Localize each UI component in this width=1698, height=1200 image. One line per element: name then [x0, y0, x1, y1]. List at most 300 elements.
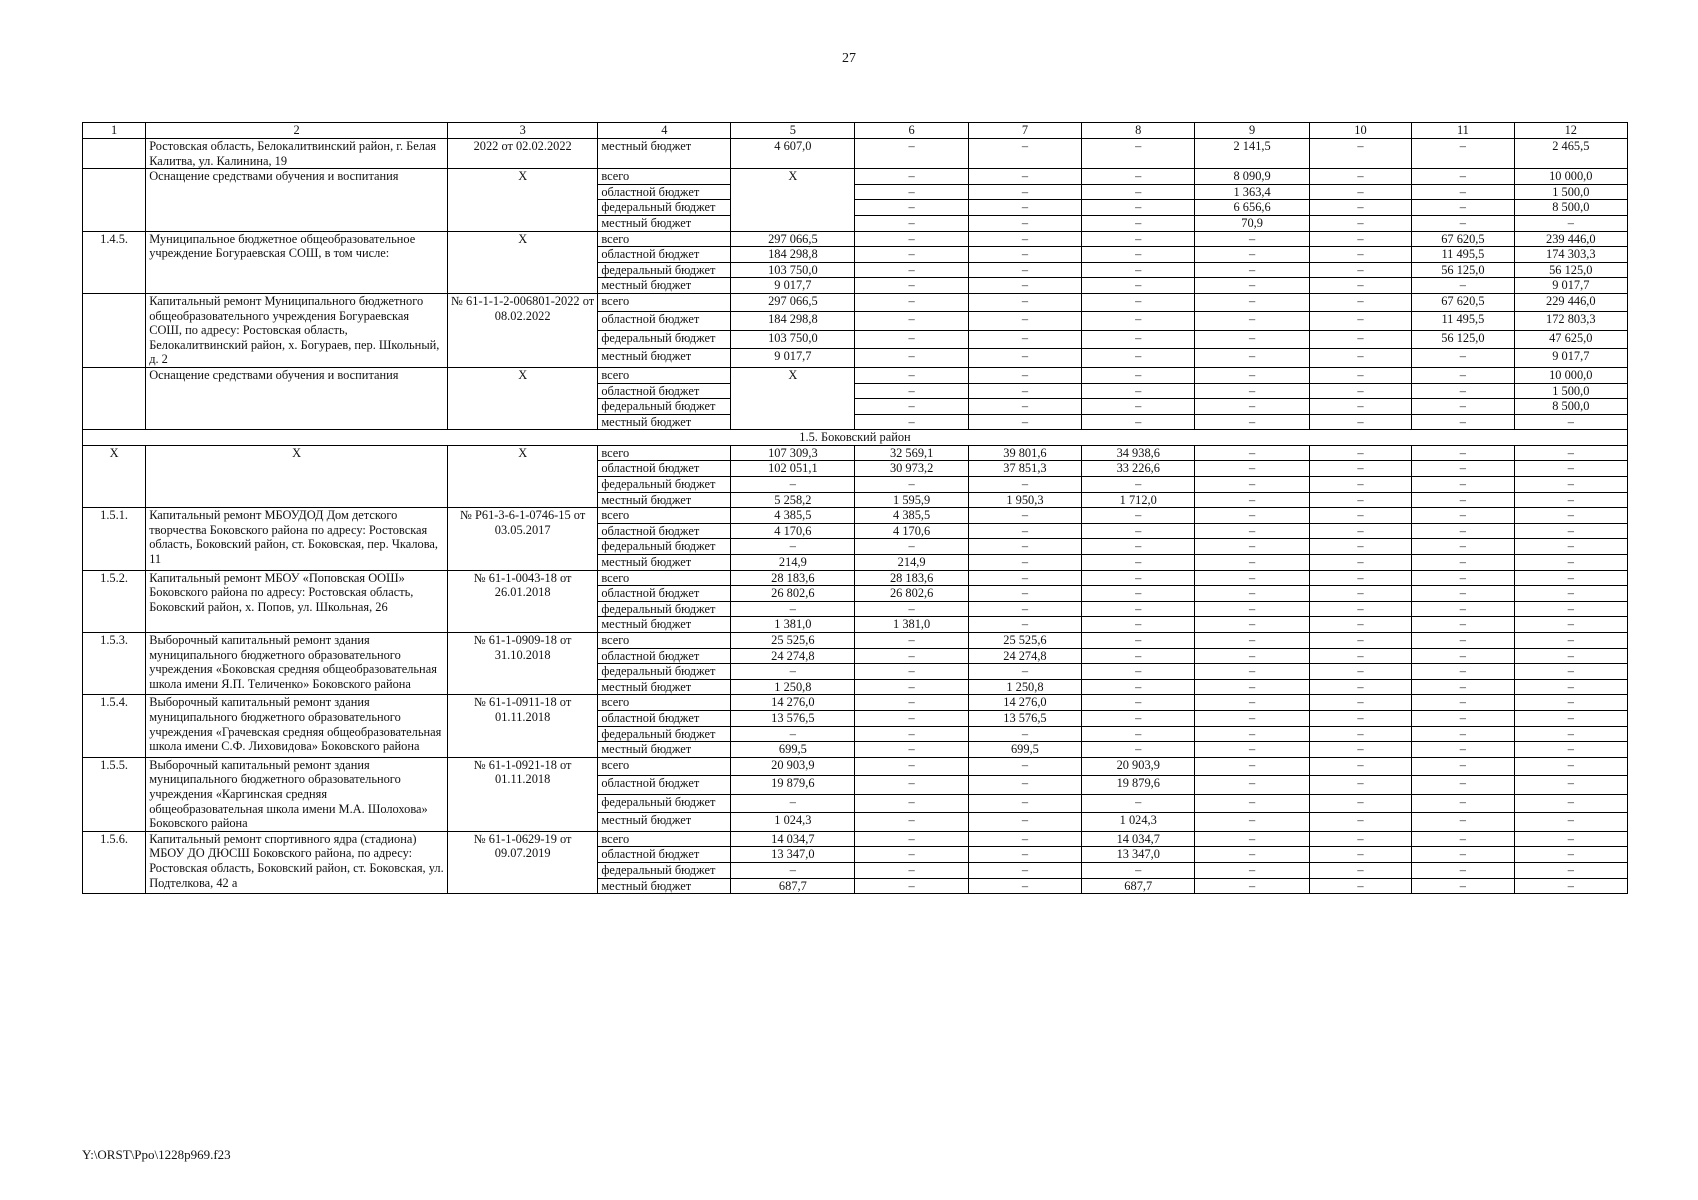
footer-file-path: Y:\ORST\Ppo\1228p969.f23: [82, 1147, 231, 1162]
value-cell: 699,5: [731, 742, 855, 758]
value-cell: –: [1082, 710, 1195, 726]
value-cell: –: [1195, 367, 1309, 383]
budget-type-cell: областной бюджет: [598, 461, 731, 477]
value-cell: –: [855, 539, 968, 555]
budget-type-cell: местный бюджет: [598, 414, 731, 430]
value-cell: –: [731, 664, 855, 680]
value-cell: –: [731, 477, 855, 493]
item-number-cell: 1.5.4.: [83, 695, 146, 757]
budget-type-cell: федеральный бюджет: [598, 330, 731, 348]
value-cell: –: [1309, 847, 1411, 863]
value-cell: 25 525,6: [731, 633, 855, 649]
value-cell: –: [855, 648, 968, 664]
budget-type-cell: федеральный бюджет: [598, 399, 731, 415]
value-cell: –: [1195, 349, 1309, 368]
value-cell: 14 276,0: [731, 695, 855, 711]
value-cell: –: [1412, 813, 1514, 832]
value-cell: –: [1082, 231, 1195, 247]
value-cell: –: [968, 555, 1081, 571]
value-cell: –: [1309, 601, 1411, 617]
value-cell: 26 802,6: [731, 586, 855, 602]
budget-type-cell: всего: [598, 633, 731, 649]
value-cell: –: [1412, 349, 1514, 368]
column-number-cell: 7: [968, 123, 1081, 139]
budget-type-cell: всего: [598, 570, 731, 586]
budget-type-cell: федеральный бюджет: [598, 477, 731, 493]
value-cell: –: [855, 862, 968, 878]
value-cell: –: [1195, 862, 1309, 878]
item-number-cell: 1.5.6.: [83, 831, 146, 893]
value-cell: –: [1412, 757, 1514, 775]
value-cell: 10 000,0: [1514, 367, 1627, 383]
budget-type-cell: местный бюджет: [598, 617, 731, 633]
value-cell: –: [1412, 492, 1514, 508]
expertise-doc-cell: X: [447, 367, 597, 429]
value-cell: X: [731, 169, 855, 231]
value-cell: 1 250,8: [731, 679, 855, 695]
value-cell: –: [1082, 414, 1195, 430]
value-cell: –: [1514, 794, 1627, 812]
value-cell: –: [968, 601, 1081, 617]
table-row: [83, 169, 1628, 185]
table-row: [83, 695, 1628, 711]
budget-type-cell: местный бюджет: [598, 679, 731, 695]
budget-type-cell: федеральный бюджет: [598, 862, 731, 878]
budget-type-cell: областной бюджет: [598, 776, 731, 794]
value-cell: –: [1195, 664, 1309, 680]
value-cell: 14 034,7: [731, 831, 855, 847]
value-cell: –: [1412, 648, 1514, 664]
value-cell: –: [1309, 169, 1411, 185]
value-cell: 34 938,6: [1082, 445, 1195, 461]
value-cell: –: [1412, 726, 1514, 742]
value-cell: 1 712,0: [1082, 492, 1195, 508]
value-cell: 13 347,0: [731, 847, 855, 863]
item-number-cell: [83, 367, 146, 429]
value-cell: 56 125,0: [1412, 262, 1514, 278]
value-cell: 8 500,0: [1514, 200, 1627, 216]
value-cell: –: [1195, 794, 1309, 812]
value-cell: 214,9: [731, 555, 855, 571]
value-cell: 47 625,0: [1514, 330, 1627, 348]
value-cell: 13 576,5: [968, 710, 1081, 726]
value-cell: 4 385,5: [855, 508, 968, 524]
value-cell: –: [968, 813, 1081, 832]
column-number-cell: 8: [1082, 123, 1195, 139]
value-cell: –: [1082, 367, 1195, 383]
page-number: 27: [842, 51, 856, 66]
value-cell: –: [855, 878, 968, 894]
object-name-cell: Выборочный капитальный ремонт здания муниципального бюджетного образовательного учреждения «Каргинская средняя общеобразовательная школа имени М.А. Шолохова» Боковского района: [146, 757, 448, 831]
value-cell: –: [1195, 878, 1309, 894]
budget-type-cell: всего: [598, 367, 731, 383]
value-cell: 102 051,1: [731, 461, 855, 477]
value-cell: 20 903,9: [731, 757, 855, 775]
value-cell: –: [1412, 508, 1514, 524]
value-cell: –: [1309, 492, 1411, 508]
table-row: [83, 293, 1628, 311]
table-row: [83, 831, 1628, 847]
value-cell: 229 446,0: [1514, 293, 1627, 311]
value-cell: –: [855, 383, 968, 399]
value-cell: –: [1514, 445, 1627, 461]
value-cell: 13 347,0: [1082, 847, 1195, 863]
value-cell: 6 656,6: [1195, 200, 1309, 216]
value-cell: 67 620,5: [1412, 293, 1514, 311]
value-cell: –: [1412, 679, 1514, 695]
value-cell: –: [1412, 710, 1514, 726]
value-cell: 1 363,4: [1195, 184, 1309, 200]
value-cell: –: [1195, 262, 1309, 278]
budget-type-cell: областной бюджет: [598, 184, 731, 200]
budget-type-cell: федеральный бюджет: [598, 726, 731, 742]
value-cell: –: [1309, 330, 1411, 348]
value-cell: –: [1082, 726, 1195, 742]
value-cell: 28 183,6: [731, 570, 855, 586]
value-cell: –: [731, 601, 855, 617]
value-cell: –: [855, 293, 968, 311]
value-cell: –: [731, 794, 855, 812]
value-cell: –: [968, 293, 1081, 311]
value-cell: –: [1514, 831, 1627, 847]
value-cell: –: [1195, 679, 1309, 695]
value-cell: –: [1514, 664, 1627, 680]
budget-type-cell: местный бюджет: [598, 555, 731, 571]
value-cell: –: [1514, 508, 1627, 524]
value-cell: 1 381,0: [855, 617, 968, 633]
value-cell: –: [855, 399, 968, 415]
value-cell: –: [1309, 262, 1411, 278]
column-number-cell: 10: [1309, 123, 1411, 139]
value-cell: –: [1309, 349, 1411, 368]
value-cell: –: [1082, 247, 1195, 263]
value-cell: –: [1195, 383, 1309, 399]
value-cell: –: [1195, 312, 1309, 330]
value-cell: 172 803,3: [1514, 312, 1627, 330]
value-cell: –: [1514, 813, 1627, 832]
value-cell: –: [1309, 664, 1411, 680]
value-cell: –: [1412, 215, 1514, 231]
value-cell: –: [1195, 570, 1309, 586]
value-cell: 19 879,6: [731, 776, 855, 794]
value-cell: –: [1412, 477, 1514, 493]
value-cell: –: [1412, 776, 1514, 794]
value-cell: –: [1309, 813, 1411, 832]
table-row: [83, 139, 1628, 169]
value-cell: –: [855, 757, 968, 775]
value-cell: –: [1412, 555, 1514, 571]
value-cell: –: [1309, 215, 1411, 231]
value-cell: 24 274,8: [731, 648, 855, 664]
value-cell: 4 170,6: [855, 523, 968, 539]
value-cell: –: [1309, 570, 1411, 586]
item-number-cell: [83, 293, 146, 367]
value-cell: –: [1082, 862, 1195, 878]
value-cell: –: [1309, 831, 1411, 847]
value-cell: 1 250,8: [968, 679, 1081, 695]
value-cell: –: [855, 200, 968, 216]
value-cell: –: [1514, 617, 1627, 633]
value-cell: –: [855, 679, 968, 695]
value-cell: 297 066,5: [731, 231, 855, 247]
value-cell: –: [1195, 757, 1309, 775]
value-cell: –: [968, 586, 1081, 602]
budget-type-cell: областной бюджет: [598, 523, 731, 539]
value-cell: –: [855, 278, 968, 294]
value-cell: –: [1195, 330, 1309, 348]
value-cell: –: [1514, 776, 1627, 794]
budget-type-cell: местный бюджет: [598, 349, 731, 368]
value-cell: –: [968, 414, 1081, 430]
expertise-doc-cell: № 61-1-1-2-006801-2022 от 08.02.2022: [447, 293, 597, 367]
budget-type-cell: федеральный бюджет: [598, 601, 731, 617]
value-cell: 107 309,3: [731, 445, 855, 461]
value-cell: –: [1412, 184, 1514, 200]
item-number-cell: 1.4.5.: [83, 231, 146, 293]
value-cell: 9 017,7: [731, 278, 855, 294]
value-cell: 9 017,7: [1514, 349, 1627, 368]
value-cell: –: [1082, 695, 1195, 711]
value-cell: 67 620,5: [1412, 231, 1514, 247]
column-number-cell: 9: [1195, 123, 1309, 139]
value-cell: –: [1309, 679, 1411, 695]
value-cell: –: [731, 539, 855, 555]
value-cell: 2 141,5: [1195, 139, 1309, 169]
value-cell: –: [968, 247, 1081, 263]
value-cell: –: [1309, 862, 1411, 878]
value-cell: 1 381,0: [731, 617, 855, 633]
budget-type-cell: местный бюджет: [598, 278, 731, 294]
value-cell: 103 750,0: [731, 262, 855, 278]
value-cell: –: [1309, 399, 1411, 415]
value-cell: 4 607,0: [731, 139, 855, 169]
value-cell: –: [855, 367, 968, 383]
value-cell: –: [968, 862, 1081, 878]
value-cell: –: [1082, 169, 1195, 185]
budget-type-cell: всего: [598, 445, 731, 461]
value-cell: –: [968, 477, 1081, 493]
object-name-cell: Капитальный ремонт Муниципального бюджетного общеобразовательного учреждения Богураевская СОШ, по адресу: Ростовская область, Белокалитвинский район, х. Богураев, пер. Школьный, д. 2: [146, 293, 448, 367]
table-row: [83, 570, 1628, 586]
value-cell: 13 576,5: [731, 710, 855, 726]
item-number-cell: 1.5.3.: [83, 633, 146, 695]
value-cell: 10 000,0: [1514, 169, 1627, 185]
value-cell: 8 500,0: [1514, 399, 1627, 415]
budget-type-cell: областной бюджет: [598, 586, 731, 602]
value-cell: –: [1082, 570, 1195, 586]
value-cell: –: [968, 231, 1081, 247]
value-cell: –: [968, 847, 1081, 863]
value-cell: –: [855, 601, 968, 617]
value-cell: 687,7: [1082, 878, 1195, 894]
value-cell: –: [1082, 555, 1195, 571]
value-cell: 1 500,0: [1514, 383, 1627, 399]
expertise-doc-cell: X: [447, 169, 597, 231]
value-cell: –: [855, 349, 968, 368]
value-cell: 9 017,7: [731, 349, 855, 368]
value-cell: –: [1514, 461, 1627, 477]
value-cell: –: [968, 262, 1081, 278]
value-cell: –: [1412, 633, 1514, 649]
value-cell: –: [855, 847, 968, 863]
value-cell: 1 024,3: [731, 813, 855, 832]
value-cell: –: [1309, 231, 1411, 247]
value-cell: 14 034,7: [1082, 831, 1195, 847]
value-cell: –: [968, 539, 1081, 555]
value-cell: –: [1195, 492, 1309, 508]
value-cell: –: [855, 726, 968, 742]
budget-type-cell: местный бюджет: [598, 492, 731, 508]
value-cell: –: [1082, 262, 1195, 278]
expertise-doc-cell: 2022 от 02.02.2022: [447, 139, 597, 169]
value-cell: –: [1082, 399, 1195, 415]
value-cell: 103 750,0: [731, 330, 855, 348]
value-cell: –: [1082, 215, 1195, 231]
value-cell: –: [1514, 586, 1627, 602]
value-cell: –: [855, 776, 968, 794]
value-cell: –: [1412, 742, 1514, 758]
value-cell: –: [1195, 278, 1309, 294]
value-cell: 9 017,7: [1514, 278, 1627, 294]
value-cell: –: [855, 312, 968, 330]
value-cell: –: [1514, 492, 1627, 508]
value-cell: –: [1309, 586, 1411, 602]
value-cell: 214,9: [855, 555, 968, 571]
value-cell: –: [1412, 367, 1514, 383]
value-cell: –: [855, 695, 968, 711]
value-cell: 184 298,8: [731, 312, 855, 330]
budget-type-cell: всего: [598, 231, 731, 247]
value-cell: –: [1514, 862, 1627, 878]
object-name-cell: Оснащение средствами обучения и воспитания: [146, 367, 448, 429]
value-cell: –: [1514, 601, 1627, 617]
value-cell: –: [1195, 847, 1309, 863]
value-cell: –: [1195, 831, 1309, 847]
value-cell: –: [1082, 330, 1195, 348]
budget-type-cell: федеральный бюджет: [598, 794, 731, 812]
column-number-cell: 1: [83, 123, 146, 139]
expertise-doc-cell: № 61-1-0911-18 от 01.11.2018: [447, 695, 597, 757]
value-cell: 184 298,8: [731, 247, 855, 263]
value-cell: –: [1195, 508, 1309, 524]
value-cell: –: [1412, 278, 1514, 294]
value-cell: 24 274,8: [968, 648, 1081, 664]
value-cell: –: [731, 862, 855, 878]
value-cell: –: [1309, 523, 1411, 539]
value-cell: –: [855, 742, 968, 758]
column-number-cell: 4: [598, 123, 731, 139]
value-cell: –: [968, 215, 1081, 231]
value-cell: –: [855, 813, 968, 832]
value-cell: –: [1309, 617, 1411, 633]
value-cell: –: [1412, 399, 1514, 415]
value-cell: –: [968, 617, 1081, 633]
object-name-cell: Капитальный ремонт МБОУ «Поповская ООШ» Боковского района по адресу: Ростовская область, Боковский район, х. Попов, ул. Школьная, 26: [146, 570, 448, 632]
value-cell: 4 385,5: [731, 508, 855, 524]
value-cell: –: [1514, 648, 1627, 664]
budget-type-cell: федеральный бюджет: [598, 262, 731, 278]
object-name-cell: Капитальный ремонт МБОУДОД Дом детского творчества Боковского района по адресу: Ростовская область, Боковский район, ст. Боковская, пер. Чкалова, 11: [146, 508, 448, 570]
value-cell: –: [1082, 617, 1195, 633]
value-cell: –: [1309, 555, 1411, 571]
budget-type-cell: областной бюджет: [598, 648, 731, 664]
value-cell: –: [1412, 601, 1514, 617]
value-cell: 2 465,5: [1514, 139, 1627, 169]
value-cell: 4 170,6: [731, 523, 855, 539]
value-cell: 20 903,9: [1082, 757, 1195, 775]
value-cell: –: [855, 831, 968, 847]
value-cell: –: [855, 169, 968, 185]
value-cell: –: [1412, 139, 1514, 169]
value-cell: –: [855, 262, 968, 278]
value-cell: –: [968, 278, 1081, 294]
value-cell: –: [1412, 847, 1514, 863]
value-cell: –: [1412, 695, 1514, 711]
value-cell: 14 276,0: [968, 695, 1081, 711]
value-cell: –: [1195, 539, 1309, 555]
value-cell: –: [1309, 461, 1411, 477]
expertise-doc-cell: № 61-1-0909-18 от 31.10.2018: [447, 633, 597, 695]
value-cell: –: [1514, 523, 1627, 539]
value-cell: –: [1412, 794, 1514, 812]
value-cell: –: [968, 169, 1081, 185]
value-cell: –: [968, 757, 1081, 775]
expertise-doc-cell: X: [447, 445, 597, 507]
value-cell: 1 500,0: [1514, 184, 1627, 200]
value-cell: –: [855, 184, 968, 200]
value-cell: 56 125,0: [1514, 262, 1627, 278]
value-cell: –: [1082, 679, 1195, 695]
value-cell: –: [1514, 757, 1627, 775]
expertise-doc-cell: № 61-1-0043-18 от 26.01.2018: [447, 570, 597, 632]
value-cell: 297 066,5: [731, 293, 855, 311]
column-number-cell: 2: [146, 123, 448, 139]
value-cell: –: [1309, 508, 1411, 524]
value-cell: –: [1514, 539, 1627, 555]
value-cell: –: [1514, 215, 1627, 231]
value-cell: 70,9: [1195, 215, 1309, 231]
value-cell: –: [968, 831, 1081, 847]
value-cell: 1 595,9: [855, 492, 968, 508]
value-cell: –: [1309, 757, 1411, 775]
value-cell: –: [1082, 539, 1195, 555]
value-cell: 699,5: [968, 742, 1081, 758]
column-number-cell: 3: [447, 123, 597, 139]
value-cell: –: [1195, 601, 1309, 617]
value-cell: –: [1309, 367, 1411, 383]
object-name-cell: Выборочный капитальный ремонт здания муниципального бюджетного образовательного учреждения «Грачевская средняя общеобразовательная школа имени С.Ф. Лиховидова» Боковского района: [146, 695, 448, 757]
value-cell: –: [1082, 200, 1195, 216]
budget-type-cell: федеральный бюджет: [598, 200, 731, 216]
section-header-row: [83, 430, 1628, 446]
value-cell: –: [1412, 664, 1514, 680]
value-cell: –: [968, 878, 1081, 894]
value-cell: –: [1195, 399, 1309, 415]
value-cell: 1 950,3: [968, 492, 1081, 508]
object-name-cell: Выборочный капитальный ремонт здания муниципального бюджетного образовательного учреждения «Боковская средняя общеобразовательная школа имени Я.П. Теличенко» Боковского района: [146, 633, 448, 695]
value-cell: –: [1195, 523, 1309, 539]
object-name-cell: Ростовская область, Белокалитвинский район, г. Белая Калитва, ул. Калинина, 19: [146, 139, 448, 169]
value-cell: 8 090,9: [1195, 169, 1309, 185]
value-cell: 26 802,6: [855, 586, 968, 602]
value-cell: –: [1195, 776, 1309, 794]
value-cell: –: [1309, 293, 1411, 311]
value-cell: –: [855, 247, 968, 263]
budget-type-cell: местный бюджет: [598, 742, 731, 758]
table-row: [83, 367, 1628, 383]
item-number-cell: 1.5.5.: [83, 757, 146, 831]
value-cell: –: [1309, 648, 1411, 664]
